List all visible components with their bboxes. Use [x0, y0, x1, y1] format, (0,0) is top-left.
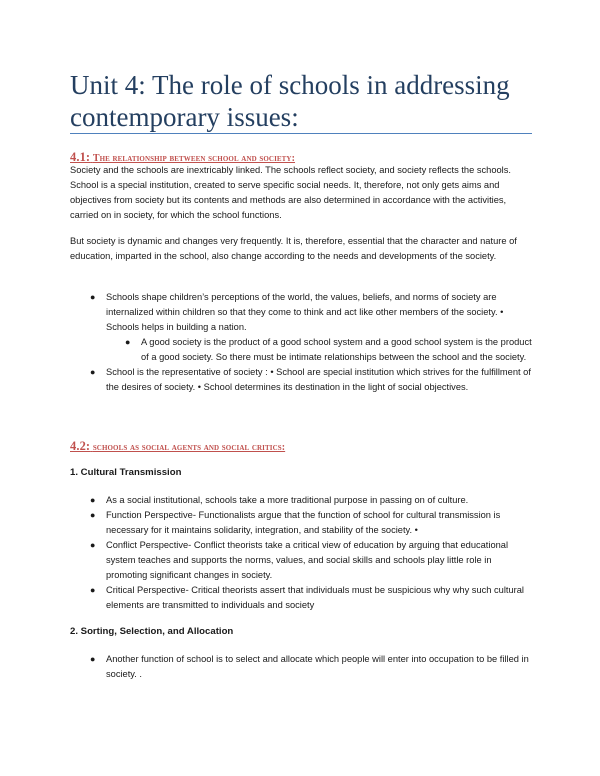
- bullet-icon: ●: [90, 292, 96, 302]
- title-divider: [70, 133, 532, 134]
- bullet-icon: ●: [90, 495, 96, 505]
- list-item: [90, 493, 532, 508]
- bullet-icon: ●: [90, 540, 96, 550]
- list-item-text: A good society is the product of a good school system and a good school system is the product of a good society. So there must be intimate relationships between the school and the society.: [141, 337, 532, 362]
- list-item: [90, 652, 532, 682]
- section-number: 4.1:: [70, 150, 91, 164]
- subheading-cultural-transmission: 1. Cultural Transmission: [70, 467, 182, 478]
- list-item: [125, 335, 535, 365]
- page-title: Unit 4: The role of schools in addressing contemporary issues:: [70, 70, 510, 132]
- list-item-text: Schools shape children’s perceptions of the world, the values, beliefs, and norms of society are internalized within children so that they come to think and act like other members of the society. • Schools helps in building a nation.: [106, 292, 504, 332]
- section-title: schools as social agents and social critics:: [92, 442, 286, 453]
- bullet-icon: ●: [90, 367, 96, 377]
- list-item-text: Critical Perspective- Critical theorists assert that individuals must be suspicious why why such cultural elements are transmitted to individuals and society: [106, 585, 525, 610]
- list-item-text: As a social institutional, schools take a more traditional purpose in passing on of culture.: [106, 495, 469, 505]
- bullet-icon: ●: [90, 585, 96, 595]
- list-item-text: Conflict Perspective- Conflict theorists take a critical view of education by arguing that educational system teaches and supports the norms, values, and social skills and schools play little role in promoting significant changes in society.: [106, 540, 509, 580]
- list-item-text: Function Perspective- Functionalists argue that the function of school for cultural transmission is necessary for it maintains solidarity, integration, and stability of the society. •: [106, 510, 501, 535]
- bullet-icon: ●: [90, 654, 96, 664]
- section-number: 4.2:: [70, 439, 91, 453]
- list-item-text: School is the representative of society : • School are special institution which strives for the fulfillment of the desires of society. • School determines its destination in the light of social objectives.: [106, 367, 531, 392]
- list-item: [90, 538, 532, 583]
- section-heading-4-2: [70, 439, 532, 454]
- sub-bullet-list: [125, 335, 535, 365]
- list-item: [90, 290, 532, 365]
- list-item: [90, 583, 532, 613]
- bullet-icon: ●: [90, 510, 96, 520]
- section-title: The relationship between school and society:: [92, 153, 296, 164]
- paragraph: Society and the schools are inextricably linked. The schools reflect society, and society reflects the schools. School is a special institution, created to serve specific social needs. It, therefore, not only gets aims and objectives from society but its contents and methods are also determined in accordance with the activities, carried on in society, for which the school functions.: [70, 165, 511, 220]
- bullet-list: [90, 652, 532, 682]
- bullet-list: [90, 290, 532, 395]
- bullet-icon: ●: [125, 337, 131, 347]
- paragraph: But society is dynamic and changes very frequently. It is, therefore, essential that the character and nature of education, imparted in the school, also change according to the needs and developments of the society.: [70, 236, 517, 261]
- subheading-sorting-selection: 2. Sorting, Selection, and Allocation: [70, 626, 234, 637]
- list-item-text: Another function of school is to select and allocate which people will enter into occupation to be filled in society. .: [106, 654, 529, 679]
- list-item: [90, 365, 532, 395]
- list-item: [90, 508, 532, 538]
- bullet-list: [90, 493, 532, 613]
